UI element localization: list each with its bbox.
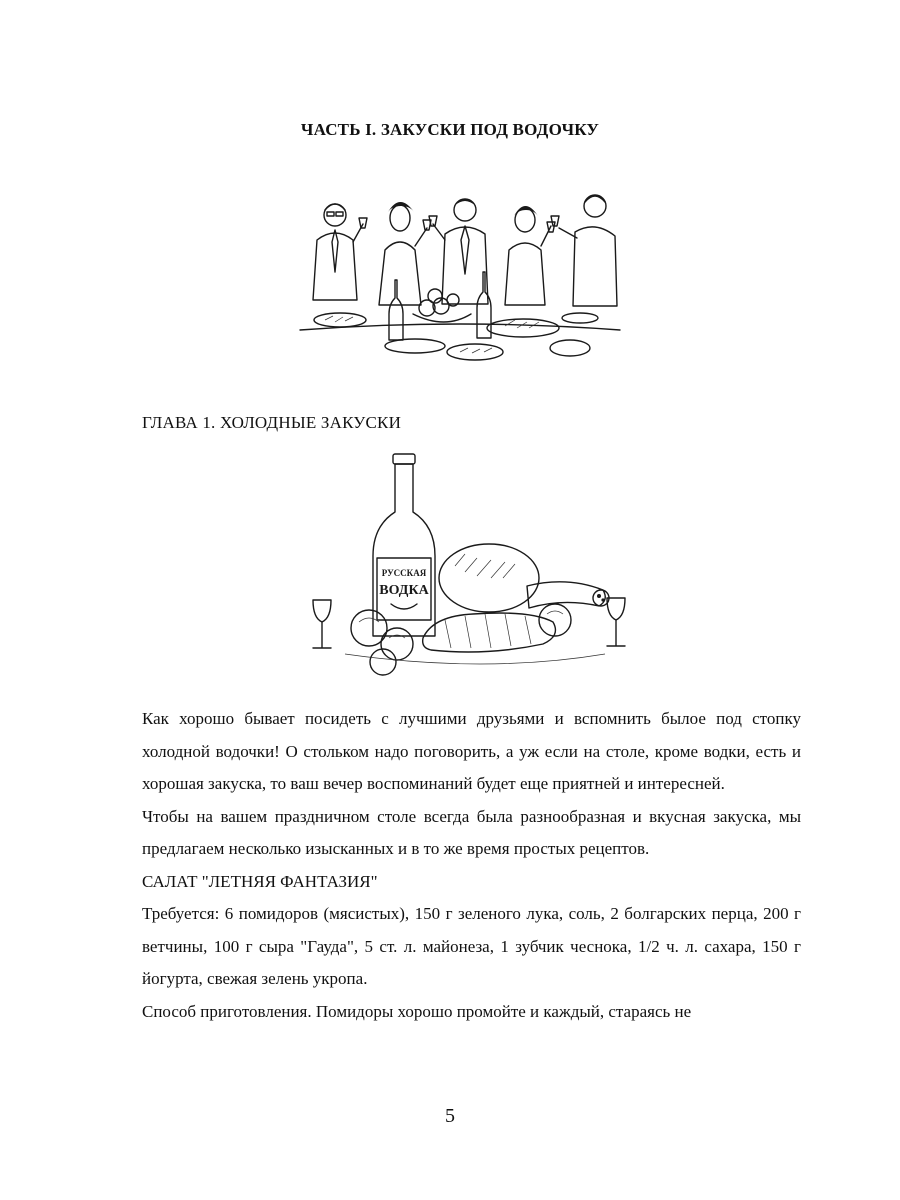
vodka-still-life-illustration [305,448,635,678]
paragraph-ingredients: Требуется: 6 помидоров (мясистых), 150 г зеленого лука, соль, 2 болгарских перца, 200 г ветчины, 100 г сыра "Гауда", 5 ст. л. майонеза, 1 зубчик чеснока, 1/2 ч. л. сахара, 150 г йогурта, свежая зелень укропа. [142,904,801,988]
paragraph-method: Способ приготовления. Помидоры хорошо промойте и каждый, стараясь не [142,1001,692,1021]
person-man-left [313,204,367,300]
plate [550,340,590,356]
person-woman-left [379,202,431,305]
bottle-label-line1: РУССКАЯ [381,568,427,578]
paragraph-intro: Как хорошо бывает посидеть с лучшими друзьями и вспомнить былое под стопку холодной водочки! О стольком надо поговорить, а уж если на столе, кроме водки, есть и хорошая закуска, то ваш вечер воспоминаний будет еще приятней и интересней. [142,709,801,793]
plate [447,344,503,360]
vodka-bottle [373,454,435,636]
plate [385,339,445,353]
person-man-right [551,195,617,306]
sausage [527,582,609,608]
bottle-icon [477,272,491,338]
plate [562,313,598,323]
page-number: 5 [445,1105,455,1127]
wine-glass-left [313,600,331,648]
person-man-center [429,199,488,304]
chapter-title: ГЛАВА 1. ХОЛОДНЫЕ ЗАКУСКИ [142,413,402,432]
paragraph-recipes-offer: Чтобы на вашем праздничном столе всегда была разнообразная и вкусная закуска, мы предлагаем несколько изысканных и в то же время простых рецептов. [142,806,801,858]
bottle-icon [389,280,403,340]
ham [439,544,539,612]
bottle-label-line2: ВОДКА [379,583,429,598]
fruit-bowl [413,289,471,322]
party-toast-illustration [295,180,625,370]
bread-loaf [423,613,556,652]
wine-glass-right [607,598,625,646]
plate [487,319,559,337]
plate [314,313,366,327]
tomato [381,628,413,660]
recipe-title: САЛАТ "ЛЕТНЯЯ ФАНТАЗИЯ" [142,871,378,891]
part-title: ЧАСТЬ I. ЗАКУСКИ ПОД ВОДОЧКУ [300,120,600,139]
body-text [142,703,801,1028]
person-woman-right [505,206,555,305]
